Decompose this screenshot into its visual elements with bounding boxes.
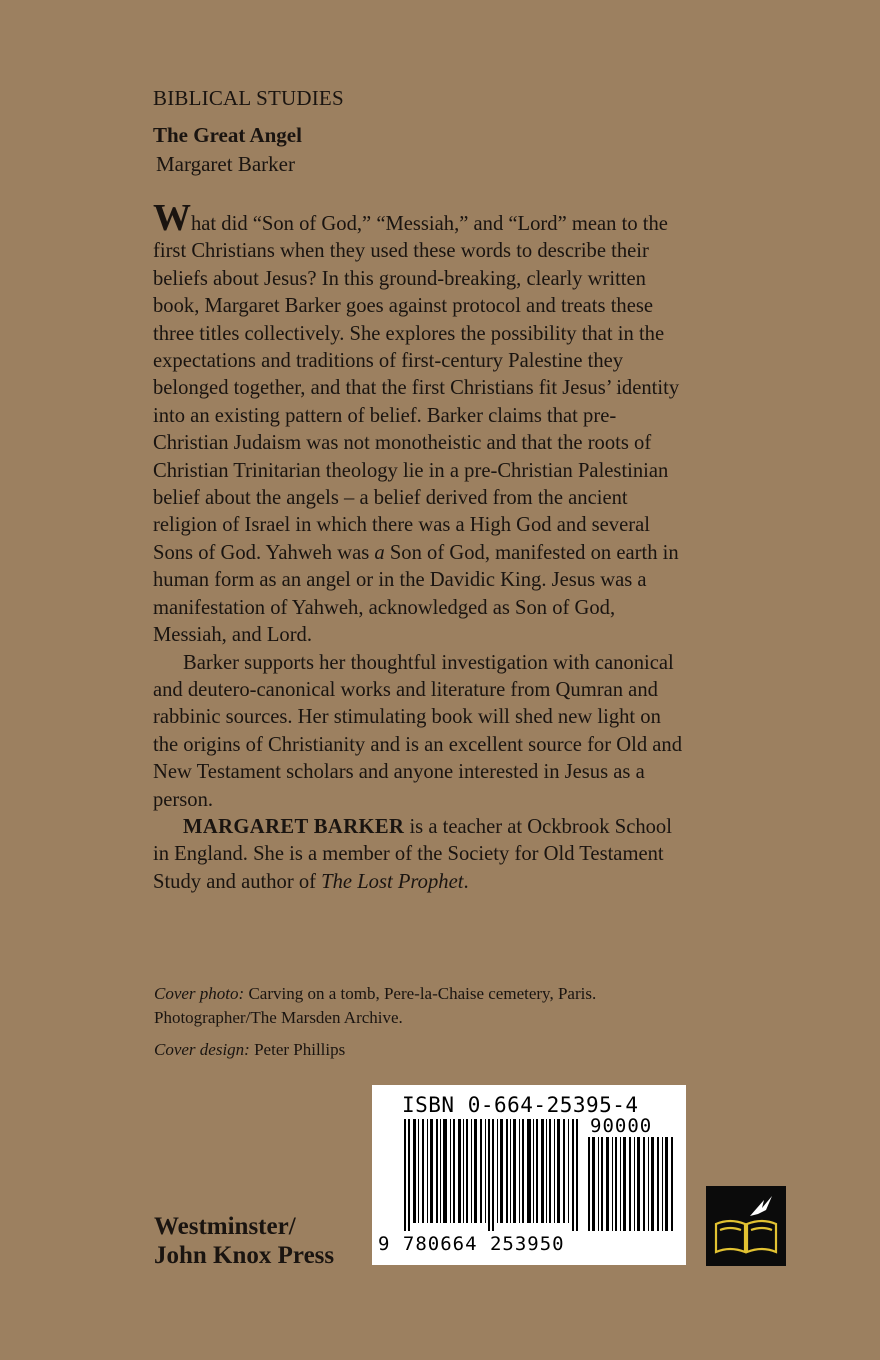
- book-description: [153, 197, 688, 896]
- book-title: The Great Angel: [153, 123, 302, 147]
- barcode-main-icon: [402, 1119, 580, 1231]
- design-credit-text: Peter Phillips: [249, 1040, 346, 1059]
- header: [153, 86, 344, 177]
- price-code: 90000: [590, 1115, 653, 1137]
- drop-cap: W: [153, 197, 191, 239]
- description-text-1b: Son of God, manifested on earth in human form as an angel or in the Davidic King. Jesus was a manifestation of Yahweh, acknowledged as Son of God, Messiah, and Lord.: [153, 541, 679, 647]
- ean-number: 9 780664 253950: [378, 1233, 565, 1255]
- bio-text: is a teacher at Ockbrook School in England. She is a member of the Society for Old Testament Study and author of: [153, 815, 672, 893]
- design-credit-label: Cover design:: [154, 1040, 250, 1059]
- publisher-line-2: John Knox Press: [154, 1242, 335, 1269]
- barcode-label: [372, 1085, 686, 1265]
- author-bio: [153, 814, 688, 896]
- barcode-addon-icon: [586, 1137, 674, 1231]
- publisher-name: [154, 1212, 334, 1270]
- photo-credit: [154, 982, 694, 1030]
- photo-credit-label: Cover photo:: [154, 984, 245, 1003]
- publisher-logo: [706, 1186, 786, 1266]
- publisher-line-1: Westminster/: [154, 1213, 296, 1240]
- series-label: BIBLICAL STUDIES: [153, 86, 344, 110]
- description-italic: a: [374, 541, 385, 564]
- bio-name: MARGARET BARKER: [183, 815, 405, 838]
- book-author: Margaret Barker: [156, 152, 295, 176]
- description-text-1a: hat did “Son of God,” “Messiah,” and “Lord” mean to the first Christians when they used these words to describe their beliefs about Jesus? In this ground-breaking, clearly written book, Margaret Barker goes against protocol and treats these three titles collectively. She explores the possibility that in the expectations and traditions of first-century Palestine they belonged together, and that the first Christians fit Jesus’ identity into an existing pattern of belief. Barker claims that pre-Christian Judaism was not monotheistic and that the roots of Christian Trinitarian theology lie in a pre-Christian Palestinian belief about the angels – a belief derived from the ancient religion of Israel in which there was a High God and several Sons of God. Yahweh was: [153, 213, 680, 564]
- design-credit: [154, 1038, 694, 1062]
- isbn-number: ISBN 0-664-25395-4: [402, 1093, 639, 1117]
- description-paragraph-1: [153, 197, 688, 650]
- photo-credit-text: Carving on a tomb, Pere-la-Chaise cemetery, Paris. Photographer/The Marsden Archive.: [154, 984, 597, 1027]
- open-book-icon: [706, 1186, 786, 1266]
- description-paragraph-2: Barker supports her thoughtful investigation with canonical and deutero-canonical works and literature from Qumran and rabbinic sources. Her stimulating book will shed new light on the origins of Christianity and is an excellent source for Old and New Testament scholars and anyone interested in Jesus as a person.: [153, 651, 683, 811]
- cover-credits: [154, 982, 694, 1070]
- bio-end: .: [463, 870, 469, 893]
- bio-book: The Lost Prophet: [321, 870, 464, 893]
